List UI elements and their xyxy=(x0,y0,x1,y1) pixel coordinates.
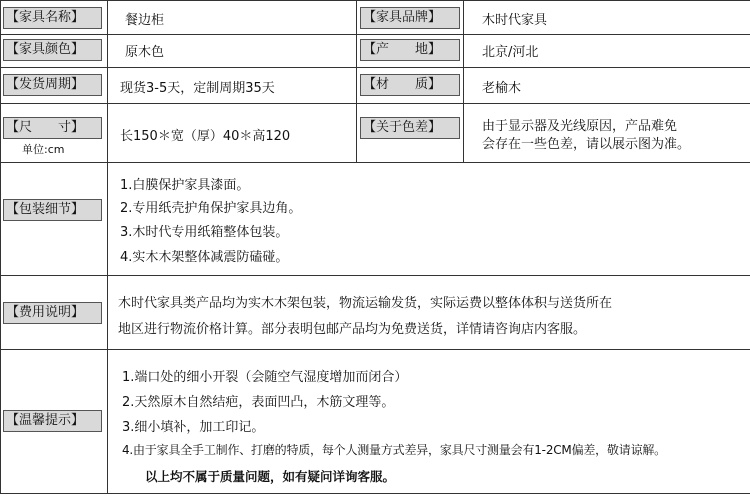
row-divider xyxy=(0,162,750,163)
value-color: 原木色 xyxy=(125,45,165,60)
value-material: 老榆木 xyxy=(482,81,522,96)
row-divider xyxy=(0,0,750,1)
value-brand: 木时代家具 xyxy=(482,13,548,28)
list-item: 4.由于家具全手工制作、打磨的特质，每个人测量方式差异，家具尺寸测量会有1-2CM偏差，敬请谅解。 xyxy=(122,443,666,457)
col-divider xyxy=(107,0,108,494)
fees-line2: 地区进行物流价格计算。部分表明包邮产品均为免费送货，详情请咨询店内客服。 xyxy=(118,322,587,337)
list-item: 1.端口处的细小开裂（会随空气湿度增加而闭合） xyxy=(122,370,408,385)
col-divider xyxy=(0,0,1,494)
list-item: 1.白膜保护家具漆面。 xyxy=(120,178,250,193)
value-delivery: 现货3-5天，定制周期35天 xyxy=(120,81,275,96)
label-packaging: 【包装细节】 xyxy=(3,199,102,221)
value-name: 餐边柜 xyxy=(125,13,165,28)
label-size: 【尺 寸】 xyxy=(3,117,102,139)
row-divider xyxy=(0,103,750,104)
row-divider xyxy=(0,275,750,276)
col-divider xyxy=(463,0,464,162)
label-color: 【家具颜色】 xyxy=(3,39,102,61)
fees-line1: 木时代家具类产品均为实木木架包装，物流运输发货，实际运费以整体体积与送货所在 xyxy=(118,296,613,311)
label-material: 【材 质】 xyxy=(360,74,460,96)
col-divider xyxy=(356,0,357,162)
row-divider xyxy=(0,34,750,35)
tips-note: 以上均不属于质量问题，如有疑问详询客服。 xyxy=(145,469,396,484)
row-divider xyxy=(0,493,750,494)
label-brand: 【家具品牌】 xyxy=(360,7,460,29)
list-item: 3.细小填补，加工印记。 xyxy=(122,420,265,435)
list-item: 4.实木木架整体减震防磕碰。 xyxy=(120,250,289,265)
label-fees: 【费用说明】 xyxy=(3,302,102,324)
value-origin: 北京/河北 xyxy=(482,45,539,60)
value-size: 长150＊宽（厚）40＊高120 xyxy=(120,129,291,144)
list-item: 3.木时代专用纸箱整体包装。 xyxy=(120,225,289,240)
list-item: 2.天然原木自然结疤，表面凹凸，木筋文理等。 xyxy=(122,395,395,410)
row-divider xyxy=(0,349,750,350)
label-name: 【家具名称】 xyxy=(3,7,102,29)
label-color-diff: 【关于色差】 xyxy=(360,117,460,139)
label-origin: 【产 地】 xyxy=(360,39,460,61)
list-item: 2.专用纸壳护角保护家具边角。 xyxy=(120,201,302,216)
value-color-diff-line2: 会存在一些色差，请以展示图为准。 xyxy=(482,137,691,152)
value-color-diff-line1: 由于显示器及光线原因，产品难免 xyxy=(482,119,678,134)
size-unit: 单位:cm xyxy=(22,143,65,156)
label-tips: 【温馨提示】 xyxy=(3,410,102,432)
label-delivery: 【发货周期】 xyxy=(3,74,102,96)
row-divider xyxy=(0,67,750,68)
